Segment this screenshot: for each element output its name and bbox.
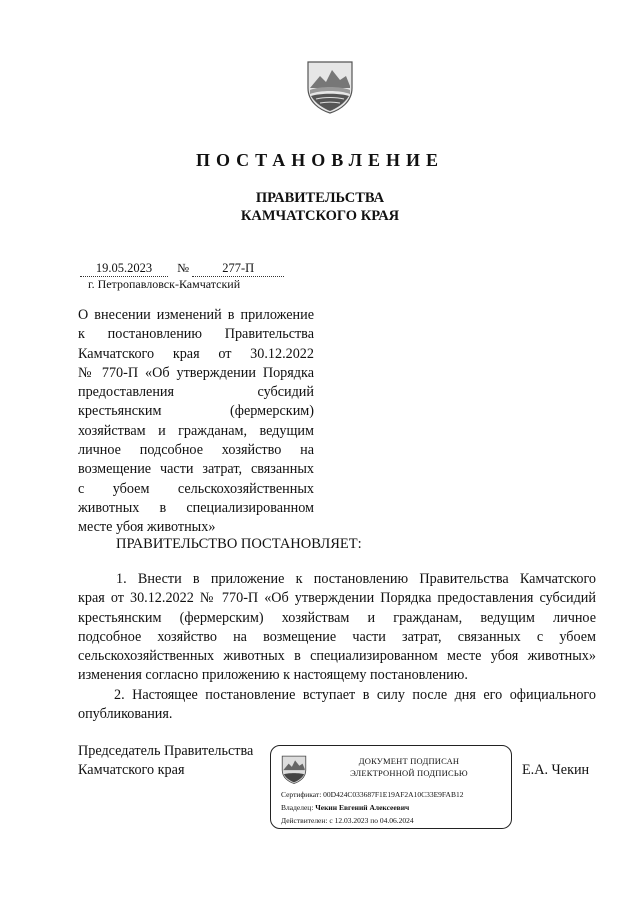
subject-line: крестьянским (фермерским) <box>78 403 314 420</box>
electronic-signature-stamp <box>270 745 512 829</box>
decree-phrase: ПРАВИТЕЛЬСТВО ПОСТАНОВЛЯЕТ: <box>116 536 362 552</box>
stamp-certificate: Сертификат: 00D424C033687F1E19AF2A10C33E9FAB12 <box>281 790 464 799</box>
subject-line: месте убоя животных» <box>78 519 216 536</box>
subject-line: О внесении изменений в приложение <box>78 307 314 323</box>
issuer-line-1: ПРАВИТЕЛЬСТВА <box>255 190 385 206</box>
paragraph-line: подсобное хозяйство на возмещение части затрат, связанных с убоем <box>78 628 596 645</box>
owner-value: Чекин Евгений Алексеевич <box>315 803 410 812</box>
paragraph-line: крестьянским (фермерским) хозяйствам и гражданам, ведущим личное <box>78 609 596 626</box>
stamp-owner: Владелец: Чекин Евгений Алексеевич <box>281 803 410 812</box>
subject-line: личное подсобное хозяйство на <box>78 442 314 459</box>
position-line-1: Председатель Правительства <box>78 743 254 759</box>
subject-line: хозяйствам и гражданам, ведущим <box>78 422 314 439</box>
paragraph-line: изменения согласно приложению к настоящему постановлению. <box>78 667 468 684</box>
paragraph-line: опубликования. <box>78 706 173 723</box>
validity-value: с 12.03.2023 по 04.06.2024 <box>329 816 414 825</box>
issuer-line-2: КАМЧАТСКОГО КРАЯ <box>240 208 400 224</box>
subject-line: Камчатского края от 30.12.2022 <box>78 345 314 362</box>
subject-line: животных в специализированном <box>78 499 314 516</box>
stamp-title <box>319 755 499 779</box>
owner-label: Владелец <box>281 803 312 812</box>
subject-line: к постановлению Правительства <box>78 326 314 343</box>
number-sign: № <box>177 261 190 275</box>
city-name: г. Петропавловск-Камчатский <box>88 277 241 291</box>
subject-line: предоставления субсидий <box>78 384 314 401</box>
paragraph-1 <box>78 570 596 686</box>
stamp-title-line-1: ДОКУМЕНТ ПОДПИСАН <box>358 756 460 766</box>
position-line-2: Камчатского края <box>78 762 185 779</box>
subject-line: № 770-П «Об утверждении Порядка <box>78 364 314 381</box>
signatory-name: Е.А. Чекин <box>522 762 590 778</box>
certificate-label: Сертификат <box>281 790 320 799</box>
document-subject <box>78 306 314 538</box>
paragraph-line: края от 30.12.2022 № 770-П «Об утверждении Порядка предоставления субсидий <box>78 590 596 607</box>
paragraph-2 <box>78 686 596 725</box>
paragraph-line: 1. Внести в приложение к постановлению Правительства Камчатского <box>116 571 596 587</box>
document-type-title: ПОСТАНОВЛЕНИЕ <box>195 150 445 170</box>
stamp-emblem-icon <box>279 754 309 784</box>
certificate-value: 00D424C033687F1E19AF2A10C33E9FAB12 <box>323 790 464 799</box>
paragraph-line: сельскохозяйственных животных в специализированном месте убоя животных» <box>78 648 596 665</box>
signatory-position <box>78 742 253 781</box>
validity-label: Действителен <box>281 816 326 825</box>
subject-line: с убоем сельскохозяйственных <box>78 480 314 497</box>
date-number-line <box>80 261 295 277</box>
paragraph-line: 2. Настоящее постановление вступает в силу после дня его официального <box>114 687 596 703</box>
document-date: 19.05.2023 <box>80 261 168 277</box>
kamchatka-emblem-icon <box>302 58 358 114</box>
subject-line: возмещение части затрат, связанных <box>78 461 314 478</box>
stamp-title-line-2: ЭЛЕКТРОННОЙ ПОДПИСЬЮ <box>350 768 468 778</box>
stamp-validity: Действителен: с 12.03.2023 по 04.06.2024 <box>281 816 414 825</box>
document-number: 277-П <box>192 261 284 277</box>
